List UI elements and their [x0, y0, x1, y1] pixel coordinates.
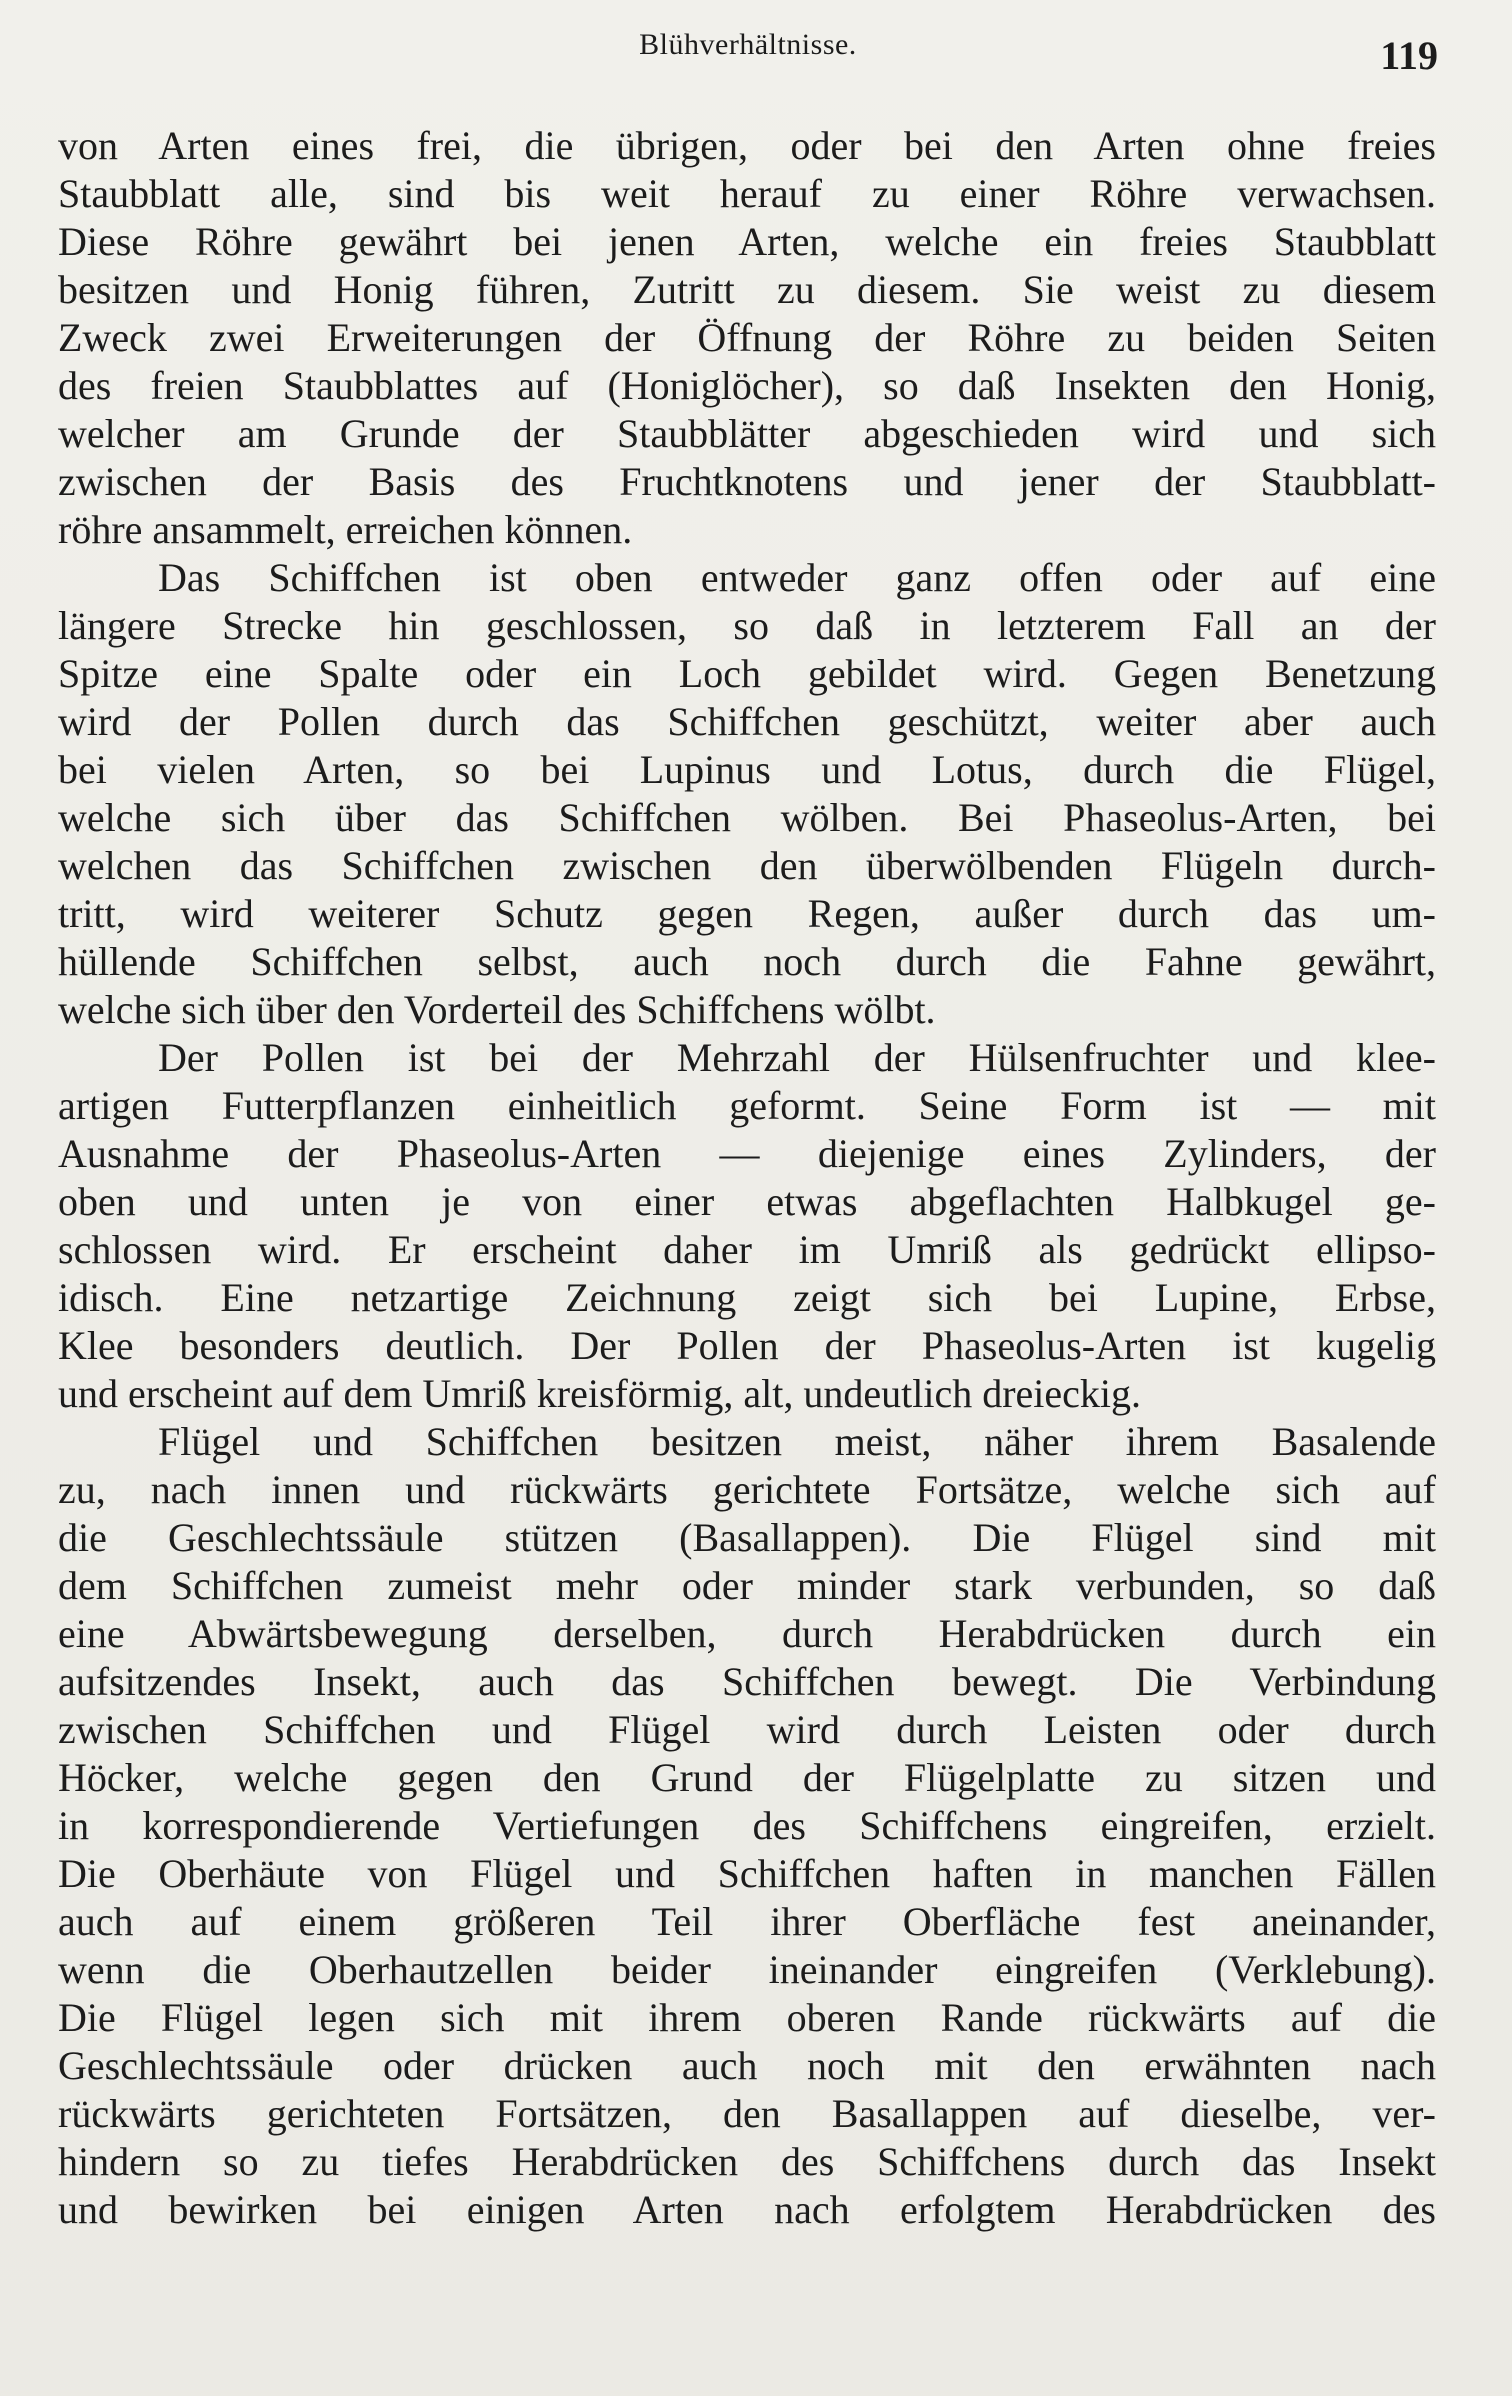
page-number: 119 — [1380, 33, 1438, 78]
text-line: Flügel und Schiffchen besitzen meist, näher ihrem Basalende — [158, 1419, 1436, 1464]
text-line: Klee besonders deutlich. Der Pollen der Phaseolus-Arten ist kugelig — [58, 1323, 1436, 1368]
text-line: rückwärts gerichteten Fortsätzen, den Basallappen auf dieselbe, ver- — [58, 2091, 1436, 2136]
running-head — [58, 28, 1438, 78]
text-line: besitzen und Honig führen, Zutritt zu diesem. Sie weist zu diesem — [58, 267, 1436, 312]
text-line: längere Strecke hin geschlossen, so daß in letzterem Fall an der — [58, 603, 1436, 648]
text-line: wenn die Oberhautzellen beider ineinander eingreifen (Verklebung). — [58, 1947, 1436, 1992]
text-line: tritt, wird weiterer Schutz gegen Regen, außer durch das um- — [58, 891, 1436, 936]
text-line: idisch. Eine netzartige Zeichnung zeigt sich bei Lupine, Erbse, — [58, 1275, 1436, 1320]
text-line: Höcker, welche gegen den Grund der Flügelplatte zu sitzen und — [58, 1755, 1436, 1800]
text-line: wird der Pollen durch das Schiffchen geschützt, weiter aber auch — [58, 699, 1436, 744]
running-title: Blühverhältnisse. — [639, 28, 857, 61]
text-line: und erscheint auf dem Umriß kreisförmig, alt, undeutlich dreieckig. — [58, 1371, 1142, 1416]
text-line: hüllende Schiffchen selbst, auch noch durch die Fahne gewährt, — [58, 939, 1436, 984]
text-line: Die Flügel legen sich mit ihrem oberen Rande rückwärts auf die — [58, 1995, 1436, 2040]
text-line: des freien Staubblattes auf (Honiglöcher), so daß Insekten den Honig, — [58, 363, 1436, 408]
body-text — [58, 122, 1436, 2234]
text-line: welche sich über das Schiffchen wölben. Bei Phaseolus-Arten, bei — [58, 795, 1436, 840]
text-line: Ausnahme der Phaseolus-Arten — diejenige eines Zylinders, der — [58, 1131, 1436, 1176]
text-line: artigen Futterpflanzen einheitlich geformt. Seine Form ist — mit — [58, 1083, 1436, 1128]
text-line: zwischen der Basis des Fruchtknotens und jener der Staubblatt- — [58, 459, 1436, 504]
text-line: die Geschlechtssäule stützen (Basallappen). Die Flügel sind mit — [58, 1515, 1436, 1560]
text-line: dem Schiffchen zumeist mehr oder minder stark verbunden, so daß — [58, 1563, 1436, 1608]
text-line: auch auf einem größeren Teil ihrer Oberfläche fest aneinander, — [58, 1899, 1436, 1944]
text-line: und bewirken bei einigen Arten nach erfolgtem Herabdrücken des — [58, 2187, 1436, 2232]
text-line: bei vielen Arten, so bei Lupinus und Lotus, durch die Flügel, — [58, 747, 1436, 792]
text-line: Spitze eine Spalte oder ein Loch gebildet wird. Gegen Benetzung — [58, 651, 1436, 696]
text-line: oben und unten je von einer etwas abgeflachten Halbkugel ge- — [58, 1179, 1436, 1224]
text-line: Der Pollen ist bei der Mehrzahl der Hülsenfruchter und klee- — [158, 1035, 1436, 1080]
text-line: von Arten eines frei, die übrigen, oder bei den Arten ohne freies — [58, 123, 1436, 168]
text-line: Die Oberhäute von Flügel und Schiffchen haften in manchen Fällen — [58, 1851, 1436, 1896]
text-line: Staubblatt alle, sind bis weit herauf zu einer Röhre verwachsen. — [58, 171, 1436, 216]
text-line: Das Schiffchen ist oben entweder ganz offen oder auf eine — [158, 555, 1436, 600]
text-line: welchen das Schiffchen zwischen den überwölbenden Flügeln durch- — [58, 843, 1436, 888]
text-line: röhre ansammelt, erreichen können. — [58, 507, 633, 552]
text-line: in korrespondierende Vertiefungen des Schiffchens eingreifen, erzielt. — [58, 1803, 1436, 1848]
text-line: Geschlechtssäule oder drücken auch noch mit den erwähnten nach — [58, 2043, 1436, 2088]
text-line: zu, nach innen und rückwärts gerichtete Fortsätze, welche sich auf — [58, 1467, 1436, 1512]
text-line: hindern so zu tiefes Herabdrücken des Schiffchens durch das Insekt — [58, 2139, 1436, 2184]
text-line: welche sich über den Vorderteil des Schiffchens wölbt. — [58, 987, 936, 1032]
text-line: eine Abwärtsbewegung derselben, durch Herabdrücken durch ein — [58, 1611, 1436, 1656]
text-line: zwischen Schiffchen und Flügel wird durch Leisten oder durch — [58, 1707, 1436, 1752]
text-line: Zweck zwei Erweiterungen der Öffnung der Röhre zu beiden Seiten — [58, 315, 1436, 360]
text-line: welcher am Grunde der Staubblätter abgeschieden wird und sich — [58, 411, 1436, 456]
text-line: aufsitzendes Insekt, auch das Schiffchen bewegt. Die Verbindung — [58, 1659, 1436, 1704]
text-line: schlossen wird. Er erscheint daher im Umriß als gedrückt ellipso- — [58, 1227, 1436, 1272]
text-line: Diese Röhre gewährt bei jenen Arten, welche ein freies Staubblatt — [58, 219, 1436, 264]
